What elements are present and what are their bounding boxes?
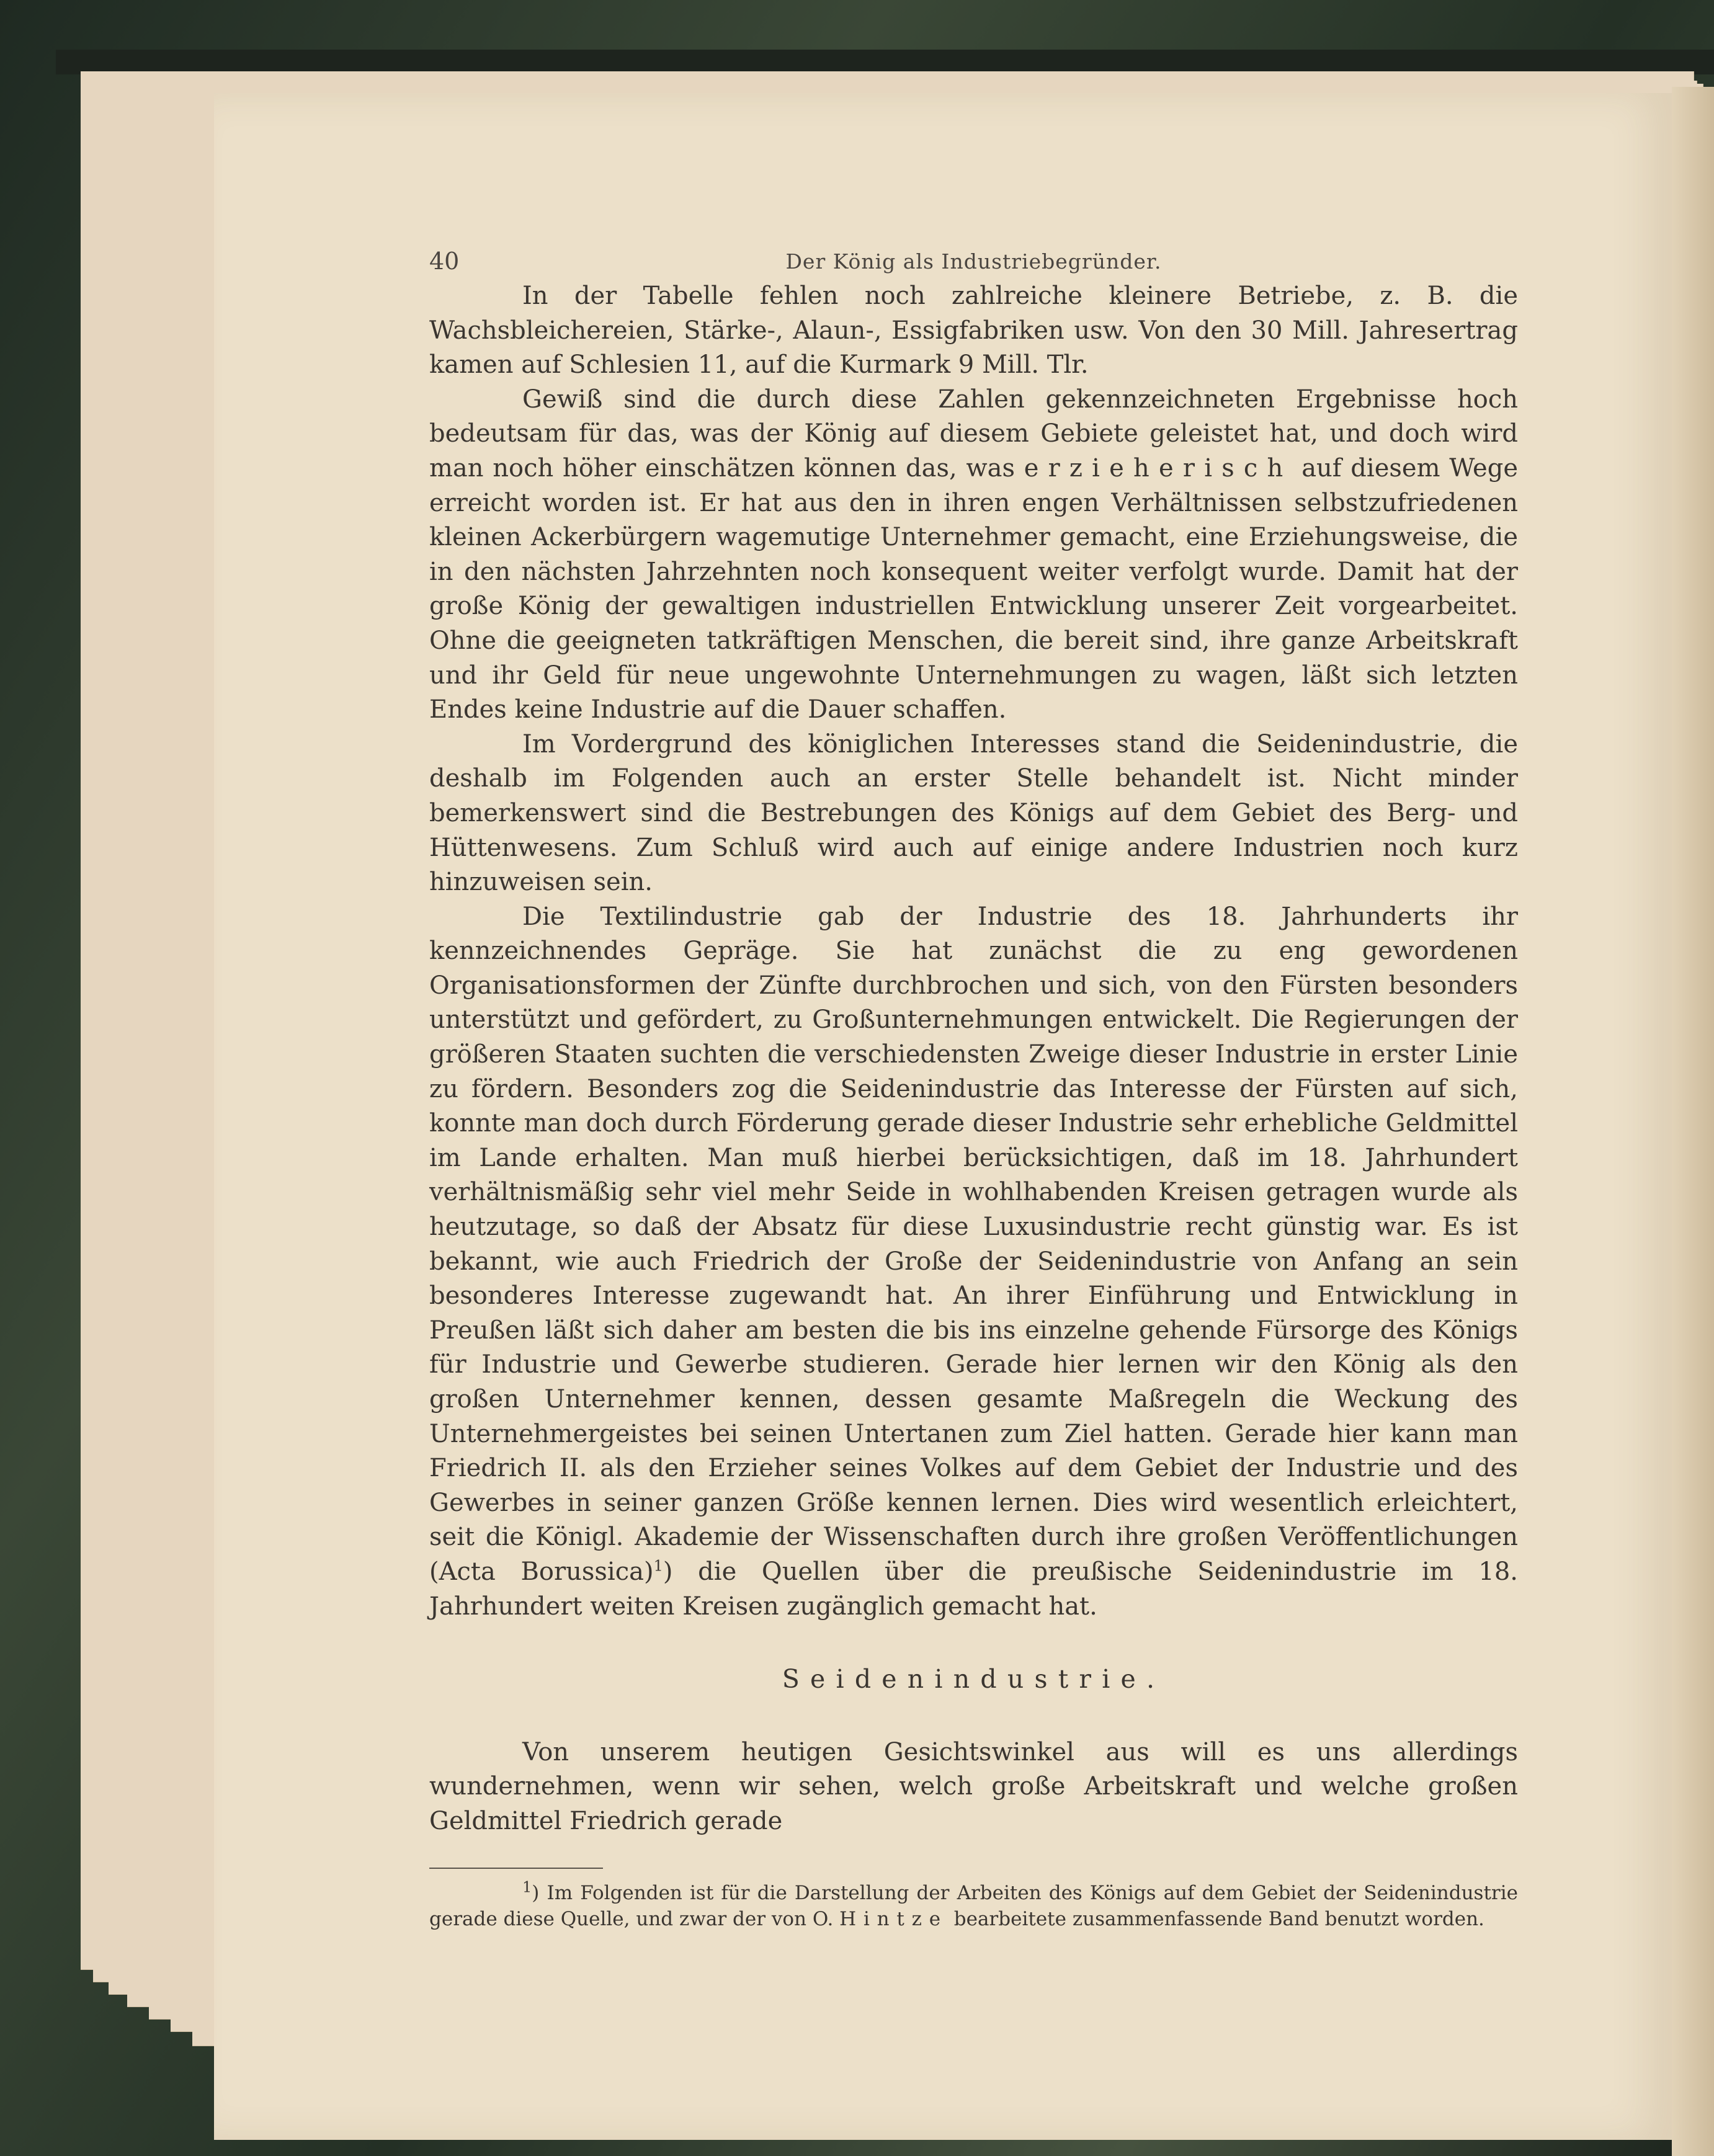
paragraph-2-start: Gewiß sind die durch diese Zahlen gekennzeichneten Ergebnisse hoch bedeutsam für das, was der König auf diesem Gebiete geleistet hat, und doch wird man noch höher einschätzen können das, was — [429, 385, 1518, 483]
section-heading: Seidenindustrie. — [782, 1664, 1166, 1695]
paragraph-4 — [429, 900, 1518, 1624]
paragraph-1: In der Tabelle fehlen noch zahlreiche kleinere Betriebe, z. B. die Wachsbleichereien, Stärke-, Alaun-, Essigfabriken usw. Von den 30 Mill. Jahresertrag kamen auf Schlesien 11, auf die Kurmark 9 Mill. Tlr. — [429, 282, 1518, 380]
spaced-emphasis: erzieherisch — [1024, 453, 1293, 483]
cover-top-edge — [56, 50, 1714, 74]
footnote-rule — [429, 1868, 603, 1869]
footnote-text-start: ) Im Folgenden ist für die Darstellung der Arbeiten des Königs auf dem Gebiet der Seidenindustrie gerade diese Quelle, und zwar der von O. — [429, 1881, 1518, 1930]
paragraph-2-end: auf diesem Wege erreicht worden ist. Er hat aus den in ihren engen Verhältnissen selbstzufriedenen kleinen Ackerbürgern wagemutige Unternehmer gemacht, eine Erziehungsweise, die in den nächsten Jahrzehnten noch konsequent weiter verfolgt wurde. Damit hat der große König der gewaltigen industriellen Entwicklung unserer Zeit vorgearbeitet. Ohne die geeigneten tatkräftigen Menschen, die bereit sind, ihre ganze Arbeitskraft und ihr Geld für neue ungewohnte Unternehmungen zu wagen, läßt sich letzten Endes keine Industrie auf die Dauer schaffen. — [429, 453, 1518, 724]
paragraph-2 — [429, 383, 1518, 728]
page-number: 40 — [429, 247, 460, 275]
paragraph-4-start: Die Textilindustrie gab der Industrie des 18. Jahrhunderts ihr kennzeichnendes Gepräge. Sie hat zunächst die zu eng gewordenen Organisationsformen der Zünfte durchbrochen und sich, von den Fürsten besonders unterstützt und gefördert, zu Großunternehmungen entwickelt. Die Regierungen der größeren Staaten suchten die verschiedensten Zweige dieser Industrie in erster Linie zu fördern. Besonders zog die Seidenindustrie das Interesse der Fürsten auf sich, konnte man doch durch Förderung gerade dieser Industrie sehr erhebliche Geldmittel im Lande erhalten. Man muß hierbei berücksichtigen, daß im 18. Jahrhundert verhältnismäßig sehr viel mehr Seide in wohlhabenden Kreisen getragen wurde als heutzutage, so daß der Absatz für diese Luxusindustrie recht günstig war. Es ist bekannt, wie auch Friedrich der Große der Seidenindustrie von Anfang an sein besonderes Interesse zugewandt hat. An ihrer Einführung und Entwicklung in Preußen läßt sich daher am besten die bis ins einzelne gehende Fürsorge des Königs für Industrie und Gewerbe studieren. Gerade hier lernen wir den König als den großen Unternehmer kennen, dessen gesamte Maßregeln die Weckung des Unternehmergeistes bei seinen Untertanen zum Ziel hatten. Gerade hier kann man Friedrich II. als den Erzieher seines Volkes auf dem Gebiet der Industrie und des Gewerbes in seiner ganzen Größe kennen lernen. Dies wird wesentlich erleichtert, seit die Königl. Akademie der Wissenschaften durch ihre großen Veröffentlichungen (Acta Borussica) — [429, 902, 1518, 1586]
footnote-mark: 1 — [522, 1878, 532, 1896]
page-header — [429, 236, 1518, 279]
facing-page-edge — [1672, 87, 1714, 2156]
running-head: Der König als Industriebegründer. — [785, 249, 1162, 274]
paragraph-3: Im Vordergrund des königlichen Interesses stand die Seidenindustrie, die deshalb im Folgenden auch an erster Stelle behandelt ist. Nicht minder bemerkenswert sind die Bestrebungen des Königs auf dem Gebiet des Berg- und Hüttenwesens. Zum Schluß wird auch auf einige andere Industrien noch kurz hinzuweisen sein. — [429, 729, 1518, 897]
footnote-spaced-name: Hintze — [839, 1907, 948, 1930]
paragraph-5: Von unserem heutigen Gesichtswinkel aus will es uns allerdings wundernehmen, wenn wir sehen, welch große Arbeitskraft und welche großen Geldmittel Friedrich gerade — [429, 1737, 1518, 1835]
footnote-text-end: bearbeitete zusammenfassende Band benutzt worden. — [947, 1907, 1484, 1930]
paragraph-4-end: ) die Quellen über die preußische Seidenindustrie im 18. Jahrhundert weiten Kreisen zugänglich gemacht hat. — [429, 1557, 1518, 1621]
footnote-reference: 1 — [653, 1557, 663, 1575]
page-text — [429, 236, 1518, 1932]
footnote — [429, 1880, 1518, 1932]
